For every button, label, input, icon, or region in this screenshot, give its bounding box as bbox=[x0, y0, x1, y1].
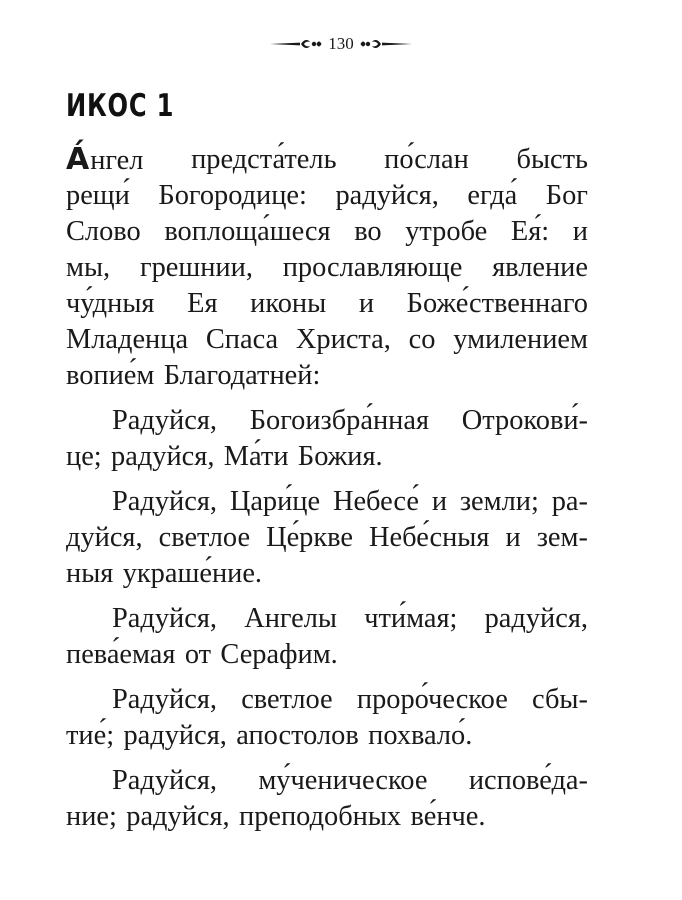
word: Радуйся, bbox=[112, 486, 217, 517]
paragraph-gap bbox=[66, 475, 588, 484]
word bbox=[66, 142, 143, 178]
word: явление bbox=[492, 252, 588, 283]
paragraph-gap bbox=[66, 673, 588, 682]
word: мы, bbox=[66, 252, 111, 283]
text-line bbox=[66, 637, 588, 673]
text-line bbox=[66, 142, 588, 178]
word: проро́ческое bbox=[356, 684, 508, 715]
word: грешнии, bbox=[139, 252, 253, 283]
word: бысть bbox=[516, 144, 588, 175]
word: Младенца bbox=[66, 324, 189, 355]
ornament-flourish-icon bbox=[270, 38, 322, 50]
word-text: нгел bbox=[90, 145, 144, 176]
word: во bbox=[354, 216, 382, 247]
word: Слово bbox=[66, 216, 141, 247]
page-header bbox=[0, 34, 682, 54]
word: радуйся, bbox=[484, 603, 588, 634]
word: дуйся, bbox=[66, 522, 143, 553]
word: Радуйся, bbox=[112, 405, 217, 436]
word: Цари́це bbox=[229, 486, 321, 517]
word: Богоизбра́нная bbox=[249, 405, 430, 436]
text-line bbox=[66, 358, 588, 394]
word: Отрокови́- bbox=[461, 405, 588, 436]
word: му́ченическое bbox=[258, 765, 428, 796]
word: зем- bbox=[536, 522, 588, 553]
word: Ангелы bbox=[244, 603, 337, 634]
word: сбы- bbox=[532, 684, 588, 715]
text-line bbox=[66, 682, 588, 718]
text-line bbox=[66, 322, 588, 358]
word: предста́тель bbox=[191, 144, 337, 175]
word: воплоща́шеся bbox=[164, 216, 331, 247]
dropcap-letter: А́ bbox=[66, 142, 90, 177]
word: Ея bbox=[187, 288, 218, 319]
word: ныя украше́ние. bbox=[66, 558, 263, 589]
word: тие́; радуйся, апостолов похвало́. bbox=[66, 720, 473, 751]
word: Ея́: bbox=[510, 216, 550, 247]
word: Небе́сныя bbox=[369, 522, 490, 553]
word: Радуйся, bbox=[112, 603, 217, 634]
word: со bbox=[408, 324, 436, 355]
word: рещи́ bbox=[66, 180, 130, 211]
word: умилением bbox=[453, 324, 588, 355]
word: и bbox=[572, 216, 588, 247]
word: Богородице: bbox=[158, 180, 307, 211]
text-line bbox=[66, 286, 588, 322]
word: прославляюще bbox=[282, 252, 463, 283]
text-line bbox=[66, 403, 588, 439]
word: пева́емая от Серафим. bbox=[66, 639, 338, 670]
word: и bbox=[505, 522, 521, 553]
word: чу́дныя bbox=[66, 288, 155, 319]
page-number: 130 bbox=[328, 34, 354, 53]
text-line bbox=[66, 763, 588, 799]
word: утробе bbox=[405, 216, 488, 247]
text-line bbox=[66, 601, 588, 637]
hymn-text bbox=[66, 142, 588, 835]
word: иконы bbox=[250, 288, 327, 319]
text-line bbox=[66, 214, 588, 250]
word: Небесе́ bbox=[332, 486, 419, 517]
word: це; радуйся, Ма́ти Божия. bbox=[66, 441, 383, 472]
word: земли; bbox=[459, 486, 539, 517]
text-line bbox=[66, 718, 588, 754]
word: чти́мая; bbox=[364, 603, 458, 634]
text-line bbox=[66, 520, 588, 556]
paragraph-gap bbox=[66, 754, 588, 763]
word: по́слан bbox=[384, 144, 469, 175]
text-line bbox=[66, 250, 588, 286]
word: Радуйся, bbox=[112, 765, 217, 796]
text-line bbox=[66, 484, 588, 520]
word: Спаса bbox=[205, 324, 279, 355]
text-line bbox=[66, 799, 588, 835]
word: Бог bbox=[545, 180, 588, 211]
word: Боже́ственнаго bbox=[406, 288, 588, 319]
text-line bbox=[66, 439, 588, 475]
word: Радуйся, bbox=[112, 684, 217, 715]
word: Христа, bbox=[295, 324, 391, 355]
word: вопие́м Благодатней: bbox=[66, 360, 321, 391]
word: испове́да- bbox=[468, 765, 588, 796]
word: ра- bbox=[551, 486, 588, 517]
word: егда́ bbox=[467, 180, 518, 211]
word: Це́ркве bbox=[266, 522, 354, 553]
paragraph-gap bbox=[66, 592, 588, 601]
text-line bbox=[66, 556, 588, 592]
section-title: ИКОС 1 bbox=[66, 88, 175, 124]
word: и bbox=[431, 486, 448, 517]
word: светлое bbox=[158, 522, 251, 553]
text-line bbox=[66, 178, 588, 214]
word: радуйся, bbox=[335, 180, 439, 211]
paragraph-gap bbox=[66, 394, 588, 403]
ornament-flourish-icon bbox=[360, 38, 412, 50]
word: ние; радуйся, преподобных ве́нче. bbox=[66, 801, 486, 832]
word: светлое bbox=[241, 684, 333, 715]
word: и bbox=[358, 288, 375, 319]
